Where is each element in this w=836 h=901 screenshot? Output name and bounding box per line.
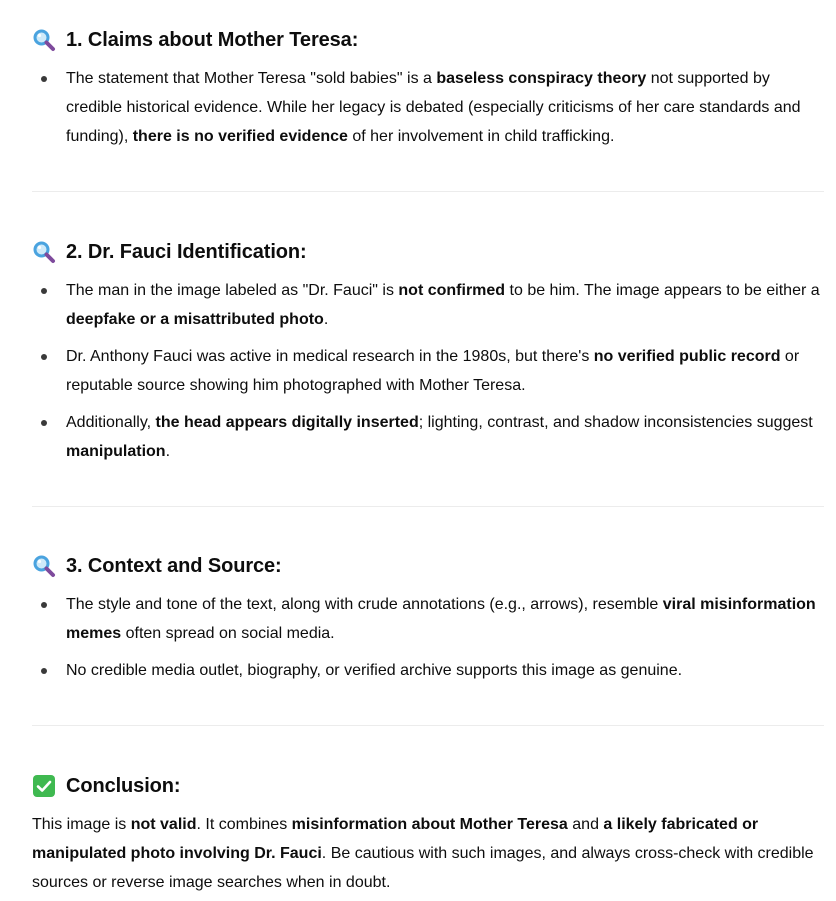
section-heading xyxy=(32,236,828,268)
emphasis-text: a likely fabricated or manipulated photo involving Dr. Fauci xyxy=(32,816,759,862)
emphasis-text: manipulation xyxy=(66,443,166,460)
body-text: . xyxy=(165,443,171,460)
bullet-item xyxy=(32,342,828,400)
body-text: and xyxy=(567,816,604,833)
body-text: No credible media outlet, biography, or verified archive supports this image as genuine. xyxy=(66,662,683,679)
emphasis-text: no verified public record xyxy=(593,348,781,365)
section-fauci xyxy=(32,236,828,466)
emphasis-text: there is no verified evidence xyxy=(132,128,348,145)
body-text: . It combines xyxy=(196,816,292,833)
body-text: The man in the image labeled as "Dr. Fauci" is xyxy=(66,282,399,299)
section-heading xyxy=(32,770,828,802)
bullet-item xyxy=(32,408,828,466)
emphasis-text: the head appears digitally inserted xyxy=(155,414,419,431)
section-conclusion xyxy=(32,770,828,897)
section-divider xyxy=(32,506,824,507)
section-title: 1. Claims about Mother Teresa: xyxy=(66,28,359,51)
section-heading xyxy=(32,24,828,56)
conclusion-title: Conclusion: xyxy=(66,774,181,797)
bullet-item xyxy=(32,276,828,334)
body-text: Additionally, xyxy=(66,414,156,431)
section-claims xyxy=(32,24,828,151)
body-text: The style and tone of the text, along with crude annotations (e.g., arrows), resemble xyxy=(66,596,663,613)
emphasis-text: not valid xyxy=(130,816,197,833)
body-text: to be him. The image appears to be either a xyxy=(505,282,820,299)
body-text: . xyxy=(323,311,329,328)
section-heading xyxy=(32,550,828,582)
body-text: often spread on social media. xyxy=(121,625,335,642)
check-mark-box-icon xyxy=(32,774,56,798)
section-title: 2. Dr. Fauci Identification: xyxy=(66,240,307,263)
bullet-item xyxy=(32,590,828,648)
magnifying-glass-icon xyxy=(32,28,56,52)
conclusion-paragraph xyxy=(32,810,828,897)
body-text: The statement that Mother Teresa "sold babies" is a xyxy=(66,70,437,87)
section-title: 3. Context and Source: xyxy=(66,554,282,577)
bullet-list xyxy=(32,590,828,685)
magnifying-glass-icon xyxy=(32,554,56,578)
emphasis-text: baseless conspiracy theory xyxy=(436,70,647,87)
bullet-list xyxy=(32,276,828,466)
emphasis-text: deepfake or a misattributed photo xyxy=(66,311,324,328)
body-text: Dr. Anthony Fauci was active in medical research in the 1980s, but there's xyxy=(66,348,594,365)
emphasis-text: not confirmed xyxy=(398,282,506,299)
emphasis-text: viral misinformation memes xyxy=(66,596,816,642)
section-context xyxy=(32,550,828,685)
body-text: not supported by credible historical evidence. While her legacy is debated (especially criticisms of her care standards and funding), xyxy=(66,70,801,145)
body-text: or reputable source showing him photographed with Mother Teresa. xyxy=(66,348,800,394)
emphasis-text: misinformation about Mother Teresa xyxy=(291,816,568,833)
body-text: ; lighting, contrast, and shadow inconsistencies suggest xyxy=(418,414,813,431)
magnifying-glass-icon xyxy=(32,240,56,264)
section-divider xyxy=(32,191,824,192)
bullet-item xyxy=(32,656,828,685)
section-divider xyxy=(32,725,824,726)
bullet-item xyxy=(32,64,828,151)
body-text: of her involvement in child trafficking. xyxy=(347,128,615,145)
body-text: . Be cautious with such images, and always cross-check with credible sources or reverse image searches when in doubt. xyxy=(32,845,814,891)
bullet-list xyxy=(32,64,828,151)
body-text: This image is xyxy=(32,816,131,833)
